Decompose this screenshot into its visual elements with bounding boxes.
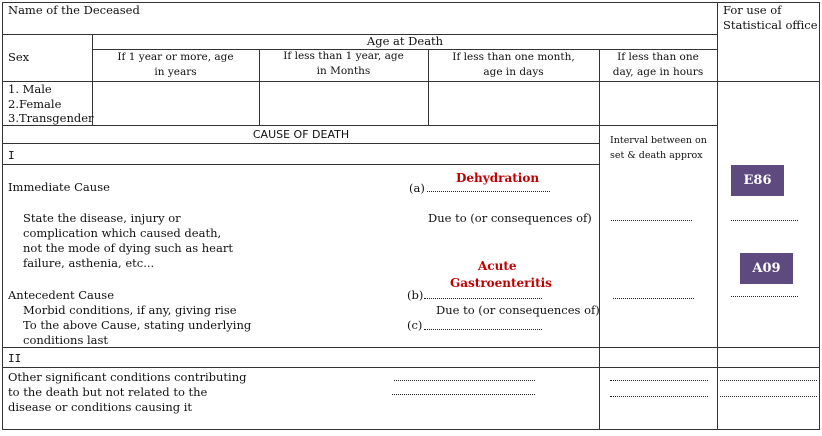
- antecedent-instructions: [23, 303, 251, 348]
- age-days-header-line1: If less than one month,: [452, 51, 575, 63]
- sex-option-transgender[interactable]: 3.Transgender: [8, 111, 94, 125]
- instruction-text: [23, 211, 233, 271]
- instruction-line-2: complication which caused death,: [23, 226, 222, 240]
- sex-option-female[interactable]: 2.Female: [8, 97, 62, 111]
- immediate-cause-label: Immediate Cause: [8, 180, 110, 194]
- age-hours-header: [599, 50, 717, 80]
- rule-section2-bottom: [2, 367, 820, 368]
- antecedent-value-line2: Gastroenteritis: [450, 276, 552, 290]
- icd-code-a09: A09: [752, 261, 781, 276]
- statistical-label-2: Statistical office: [723, 18, 818, 32]
- other-conditions-line-2-field[interactable]: [392, 394, 535, 395]
- marker-a: (a): [409, 181, 425, 195]
- interval-line-other-2[interactable]: [610, 396, 708, 397]
- other-conditions-line-1-field[interactable]: [394, 380, 535, 381]
- other-conditions-line-2: to the death but not related to the: [8, 385, 208, 399]
- section-one-numeral: I: [8, 149, 15, 162]
- icd-code-e86: E86: [743, 173, 772, 188]
- age-hours-header-line2: day, age in hours: [612, 66, 704, 78]
- other-conditions-line-3: disease or conditions causing it: [8, 400, 193, 414]
- rule-sex-bottom: [2, 125, 718, 126]
- age-months-header: [259, 49, 428, 79]
- name-label: Name of the Deceased: [8, 3, 140, 17]
- border-right: [819, 2, 820, 430]
- age-hours-header-line1: If less than one: [617, 51, 699, 63]
- marker-c: (c): [407, 318, 423, 332]
- section-two-numeral: II: [8, 352, 22, 365]
- age-months-header-line1: If less than 1 year, age: [283, 50, 404, 62]
- rule-age-header-bottom: [2, 81, 820, 82]
- icd-code-badge-e86: [731, 165, 784, 196]
- rule-section1-bottom: [2, 164, 600, 165]
- antecedent-line-2: To the above Cause, stating underlying: [23, 318, 252, 332]
- stat-line-b[interactable]: [731, 296, 798, 297]
- interval-line-a[interactable]: [611, 220, 692, 221]
- antecedent-cause-line-c[interactable]: [424, 329, 542, 330]
- rule-interval-column: [599, 49, 600, 430]
- interval-line-b[interactable]: [613, 298, 694, 299]
- antecedent-line-1: Morbid conditions, if any, giving rise: [23, 303, 237, 317]
- antecedent-cause-line-b[interactable]: [424, 298, 542, 299]
- age-years-header: [92, 50, 259, 80]
- antecedent-line-3: conditions last: [23, 333, 109, 347]
- age-days-header: [428, 50, 599, 80]
- stat-line-other-2[interactable]: [720, 396, 817, 397]
- rule-stat-column: [717, 2, 718, 430]
- age-days-header-line2: age in days: [483, 66, 544, 78]
- interval-header-line2: set & death approx: [610, 150, 703, 161]
- cause-of-death-title: CAUSE OF DEATH: [252, 128, 350, 141]
- immediate-cause-value: Dehydration: [456, 171, 540, 185]
- interval-header-line1: Interval between on: [610, 135, 707, 146]
- due-to-label-2: Due to (or consequences of): [436, 303, 600, 317]
- due-to-label-1: Due to (or consequences of): [428, 211, 592, 225]
- border-left: [2, 2, 3, 430]
- marker-b: (b): [407, 288, 424, 302]
- stat-line-a[interactable]: [731, 220, 798, 221]
- interval-line-other-1[interactable]: [610, 380, 708, 381]
- immediate-cause-line[interactable]: [427, 191, 550, 192]
- rule-cause-title-bottom: [2, 143, 600, 144]
- stat-line-other-1[interactable]: [720, 380, 817, 381]
- interval-header: [610, 133, 707, 163]
- age-years-header-line1: If 1 year or more, age: [117, 51, 234, 63]
- other-conditions-text: [8, 370, 247, 415]
- instruction-line-4: failure, asthenia, etc...: [23, 256, 155, 270]
- age-months-header-line2: in Months: [316, 65, 371, 77]
- other-conditions-line-1: Other significant conditions contributing: [8, 370, 247, 384]
- instruction-line-3: not the mode of dying such as heart: [23, 241, 233, 255]
- antecedent-cause-label: Antecedent Cause: [8, 288, 115, 302]
- border-bottom: [2, 429, 820, 430]
- icd-code-badge-a09: [740, 253, 793, 284]
- sex-option-male[interactable]: 1. Male: [8, 82, 52, 96]
- age-at-death-title: Age at Death: [366, 34, 444, 48]
- sex-label: Sex: [8, 50, 30, 64]
- statistical-label: For use of: [723, 3, 782, 17]
- age-years-header-line2: in years: [154, 66, 197, 78]
- instruction-line-1: State the disease, injury or: [23, 211, 181, 225]
- antecedent-value-line1: Acute: [478, 259, 517, 273]
